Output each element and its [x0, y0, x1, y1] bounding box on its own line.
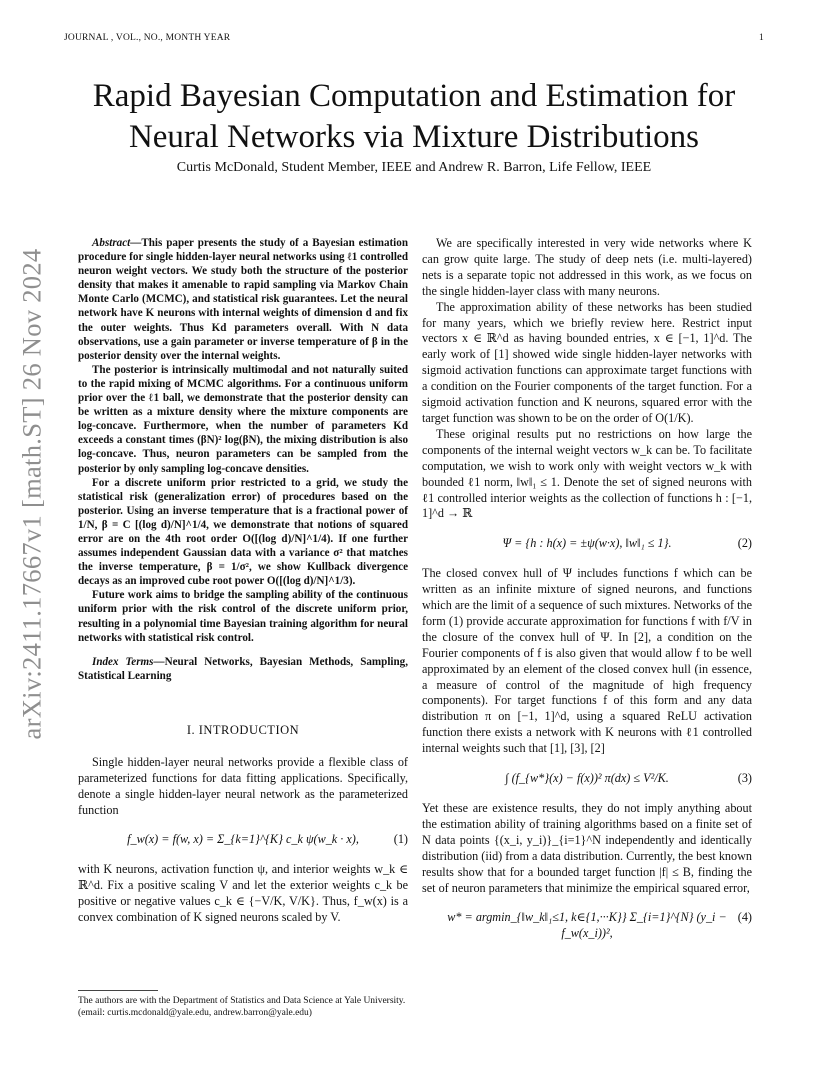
section-heading-introduction: I. INTRODUCTION [186, 722, 300, 737]
right-column [422, 236, 752, 956]
title-line-2: Neural Networks via Mixture Distributions [128, 119, 700, 155]
equation-3-body: ∫ (f_{w*}(x) − f(x))² π(dx) ≤ V²/K. [505, 771, 669, 786]
abstract-p4: Future work aims to bridge the sampling ability of the continuous uniform prior with the risk control of the discrete uniform prior, resulting in a polynomial time Bayesian training algorithm for neural networks with statistical risk control. [78, 589, 408, 644]
abstract-lead: Abstract— [92, 237, 142, 249]
arxiv-identifier[interactable] [12, 236, 52, 751]
equation-1 [78, 832, 408, 848]
right-p1: We are specifically interested in very wide networks where K can grow quite large. The study of deep nets (i.e. multi-layered) nets is a separate topic not addressed in this work, as we focus on the single hidden-layer class with many neurons. [422, 236, 752, 298]
intro-p1: Single hidden-layer neural networks provide a flexible class of parameterized functions for data fitting applications. Specifically, denote a single hidden-layer neural network as the parameterized function [78, 754, 408, 817]
equation-3-number: (3) [737, 771, 752, 786]
equation-4-body: w* = argmin_{‖w_k‖₁≤1, k∈{1,···K}} Σ_{i=1}^{N} (y_i − f_w(x_i))², [447, 910, 727, 941]
equation-2-number: (2) [737, 536, 752, 551]
index-terms: Index Terms—Neural Networks, Bayesian Methods, Sampling, Statistical Learning [78, 655, 408, 682]
abstract-p2: The posterior is intrinsically multimodal and not naturally suited to the rapid mixing of MCMC algorithms. For a continuous uniform prior over the ℓ1 ball, we demonstrate that the posterior density can be written as a mixture density where the mixture components are log-concave. Furthermore, when the number of parameters Kd exceeds a constant times (βN)² log(βN), the mixing distribution is also log-concave. Thus, neuron parameters can be sampled from the posterior by only sampling log-concave densities. [78, 363, 408, 475]
title-line-1: Rapid Bayesian Computation and Estimation for [92, 78, 736, 114]
equation-1-body: f_w(x) = f(w, x) = Σ_{k=1}^{K} c_k ψ(w_k · x), [127, 832, 359, 847]
intro-p2: with K neurons, activation function ψ, and interior weights w_k ∈ ℝ^d. Fix a positive scaling V and let the exterior weights c_k be positive or negative values c_k ∈ {−V/K, V/K}. Thus, f_w(x) is a convex combination of K signed neurons scaled by V. [78, 862, 408, 925]
authors: Curtis McDonald, Student Member, IEEE and Andrew R. Barron, Life Fellow, IEEE [176, 160, 652, 175]
page-number: 1 [759, 33, 764, 43]
left-column [78, 236, 408, 926]
abstract-p1: Abstract—This paper presents the study of a Bayesian estimation procedure for single hidden-layer neural networks using ℓ1 controlled neuron weight vectors. We study both the structure of the posterior density that makes it amenable to rapid sampling via Markov Chain Monte Carlo (MCMC), and statistical risk guarantees. Let the neural network have K neurons with internal weights of dimension d and fix the outer weights. Thus Kd parameters overall. With N data observations, use a gain parameter or inverse temperature of β in the posterior density over the internal weights. [78, 237, 408, 362]
equation-4 [422, 910, 752, 942]
running-header: JOURNAL , VOL., NO., MONTH YEAR [64, 33, 231, 43]
equation-4-number: (4) [737, 910, 752, 925]
paper-title [0, 76, 828, 158]
right-p4: The closed convex hull of Ψ includes functions f which can be written as an infinite mixture of signed neurons, and functions which are the limit of a sequence of such mixtures. Networks of the form (1) provide accurate approximation for functions f with f/V in the closure of the convex hull of Ψ. In [2], a condition on the Fourier components of f is also given that would allow f to be well approximated by an element of the closed convex hull (in essence, a measure of control of the magnitude of high frequency components). For target functions f of this form and any data distribution π on [−1, 1]^d, using a squared ReLU activation function there exists a network with K neurons with ℓ1 controlled internal weights such that [1], [3], [2] [422, 566, 752, 756]
equation-2-body: Ψ = {h : h(x) = ±ψ(w·x), ‖w‖₁ ≤ 1}. [502, 536, 672, 551]
arxiv-id-text: arXiv:2411.17667v1 [math.ST] 26 Nov 2024 [16, 248, 47, 739]
equation-2 [422, 536, 752, 552]
footnote [78, 990, 408, 1019]
footnote-rule [78, 990, 158, 991]
right-p5: Yet these are existence results, they do not imply anything about the estimation ability of training algorithms based on a finite set of N data points {(x_i, y_i)}_{i=1}^N independently and identically distribution (iid) from a data distribution. Currently, the best known results show that for a bounded target function |f| ≤ B, finding the set of neuron parameters that minimize the empirical squared error, [422, 801, 752, 895]
abstract-p3: For a discrete uniform prior restricted to a grid, we study the statistical risk (generalization error) of procedures based on the posterior. Using an inverse temperature that is a fractional power of 1/N, β = C [(log d)/N]^1/4, we demonstrate that notions of squared error are on the 4th root order O([(log d)/N]^1/4). If one further assumes independent Gaussian data with a variance σ² that matches the inverse temperature, β = 1/σ², we show Kullback divergence decays as an improved cube root power O([(log d)/N]^1/3). [78, 476, 408, 588]
equation-3 [422, 771, 752, 787]
right-p3: These original results put no restrictions on how large the components of the internal weight vectors w_k can be. To facilitate computation, we wish to work only with weight vectors w_k with bounded ℓ1 norm, ‖w‖₁ ≤ 1. Denote the set of signed neurons with ℓ1 controlled interior weights as the collection of functions h : [−1, 1]^d → ℝ [422, 426, 752, 521]
footnote-text: The authors are with the Department of Statistics and Data Science at Yale University. (email: curtis.mcdonald@yale.edu, andrew.barron@yale.edu) [78, 996, 406, 1018]
right-p2: The approximation ability of these networks has been studied for many years, which we briefly review here. Restrict input vectors x ∈ ℝ^d as having bounded entries, x ∈ [−1, 1]^d. The early work of [1] showed wide single hidden-layer networks with sigmoid activation functions can approximate target functions with a condition on the Fourier components of the target function. For a sigmoid activation function and K neurons, squared error with the target function was shown to be on the order of O(1/K). [422, 299, 752, 425]
equation-1-number: (1) [393, 832, 408, 847]
